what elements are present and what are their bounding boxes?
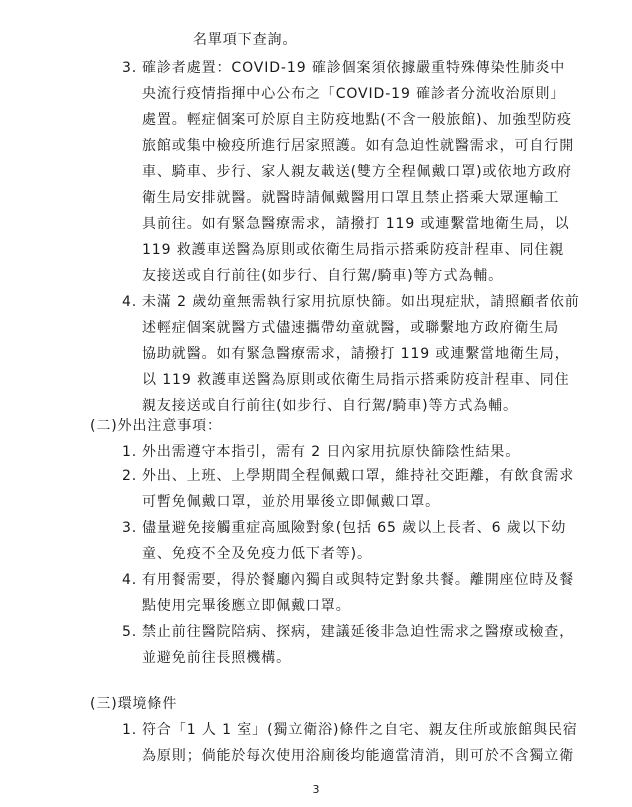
section-heading-3: (三)環境條件 [90, 696, 178, 712]
item-text-line: 衛生局安排就醫。就醫時請佩戴醫用口罩且禁止搭乘大眾運輸工 [142, 190, 560, 206]
item-text-line: 親友接送或自行前往(如步行、自行駕/騎車)等方式為輔。 [142, 398, 518, 414]
item-number: 3. [122, 520, 138, 536]
item-number: 2. [122, 468, 138, 484]
item-text-line: 禁止前往醫院陪病、探病，建議延後非急迫性需求之醫療或檢查， [142, 624, 575, 640]
item-text-line: 確診者處置：COVID-19 確診個案須依據嚴重特殊傳染性肺炎中 [142, 60, 566, 76]
item-text-line: 具前往。如有緊急醫療需求，請撥打 119 或連繫當地衛生局，以 [142, 216, 570, 232]
item-text-line: 外出需遵守本指引，需有 2 日內家用抗原快篩陰性結果。 [142, 444, 521, 460]
item-text-line: 為原則；倘能於每次使用浴廁後均能適當清消，則可於不含獨立衛 [142, 748, 575, 764]
item-number: 1. [122, 722, 138, 738]
item-text-line: 友接送或自行前往(如步行、自行駕/騎車)等方式為輔。 [142, 268, 504, 284]
item-number: 4. [122, 572, 138, 588]
item-text-line: 處置。輕症個案可於原自主防疫地點(不含一般旅館)、加強型防疫 [142, 112, 572, 128]
page-number: 3 [312, 783, 320, 796]
item-text-line: 車、騎車、步行、家人親友載送(雙方全程佩戴口罩)或依地方政府 [142, 164, 572, 180]
item-number: 4. [122, 294, 138, 310]
item-number: 3. [122, 60, 138, 76]
item-text-line: 儘量避免接觸重症高風險對象(包括 65 歲以上長者、6 歲以下幼 [142, 520, 567, 536]
item-text-line: 可暫免佩戴口罩，並於用畢後立即佩戴口罩。 [142, 494, 440, 510]
item-text-line: 央流行疫情指揮中心公布之「COVID-19 確診者分流收治原則」 [142, 86, 566, 102]
item-text-line: 協助就醫。如有緊急醫療需求，請撥打 119 或連繫當地衛生局， [142, 346, 570, 362]
item-text-line: 述輕症個案就醫方式儘速攜帶幼童就醫，或聯繫地方政府衛生局 [142, 320, 560, 336]
continuation-line: 名單項下查詢。 [193, 32, 298, 48]
item-text-line: 外出、上班、上學期間全程佩戴口罩，維持社交距離，有飲食需求 [142, 468, 575, 484]
item-text-line: 並避免前往長照機構。 [142, 650, 291, 666]
item-number: 1. [122, 444, 138, 460]
item-text-line: 點使用完畢後應立即佩戴口罩。 [142, 598, 351, 614]
item-number: 5. [122, 624, 138, 640]
item-text-line: 符合「1 人 1 室」(獨立衛浴)條件之自宅、親友住所或旅館與民宿 [142, 722, 578, 738]
item-text-line: 119 救護車送醫為原則或依衛生局指示搭乘防疫計程車、同住親 [142, 242, 565, 258]
item-text-line: 未滿 2 歲幼童無需執行家用抗原快篩。如出現症狀，請照顧者依前 [142, 294, 580, 310]
item-text-line: 有用餐需要，得於餐廳內獨自或與特定對象共餐。離開座位時及餐 [142, 572, 575, 588]
item-text-line: 童、免疫不全及免疫力低下者等)。 [142, 546, 372, 562]
section-heading-2: (二)外出注意事項： [90, 418, 222, 434]
item-text-line: 旅館或集中檢疫所進行居家照護。如有急迫性就醫需求，可自行開 [142, 138, 575, 154]
item-text-line: 以 119 救護車送醫為原則或依衛生局指示搭乘防疫計程車、同住 [142, 372, 570, 388]
